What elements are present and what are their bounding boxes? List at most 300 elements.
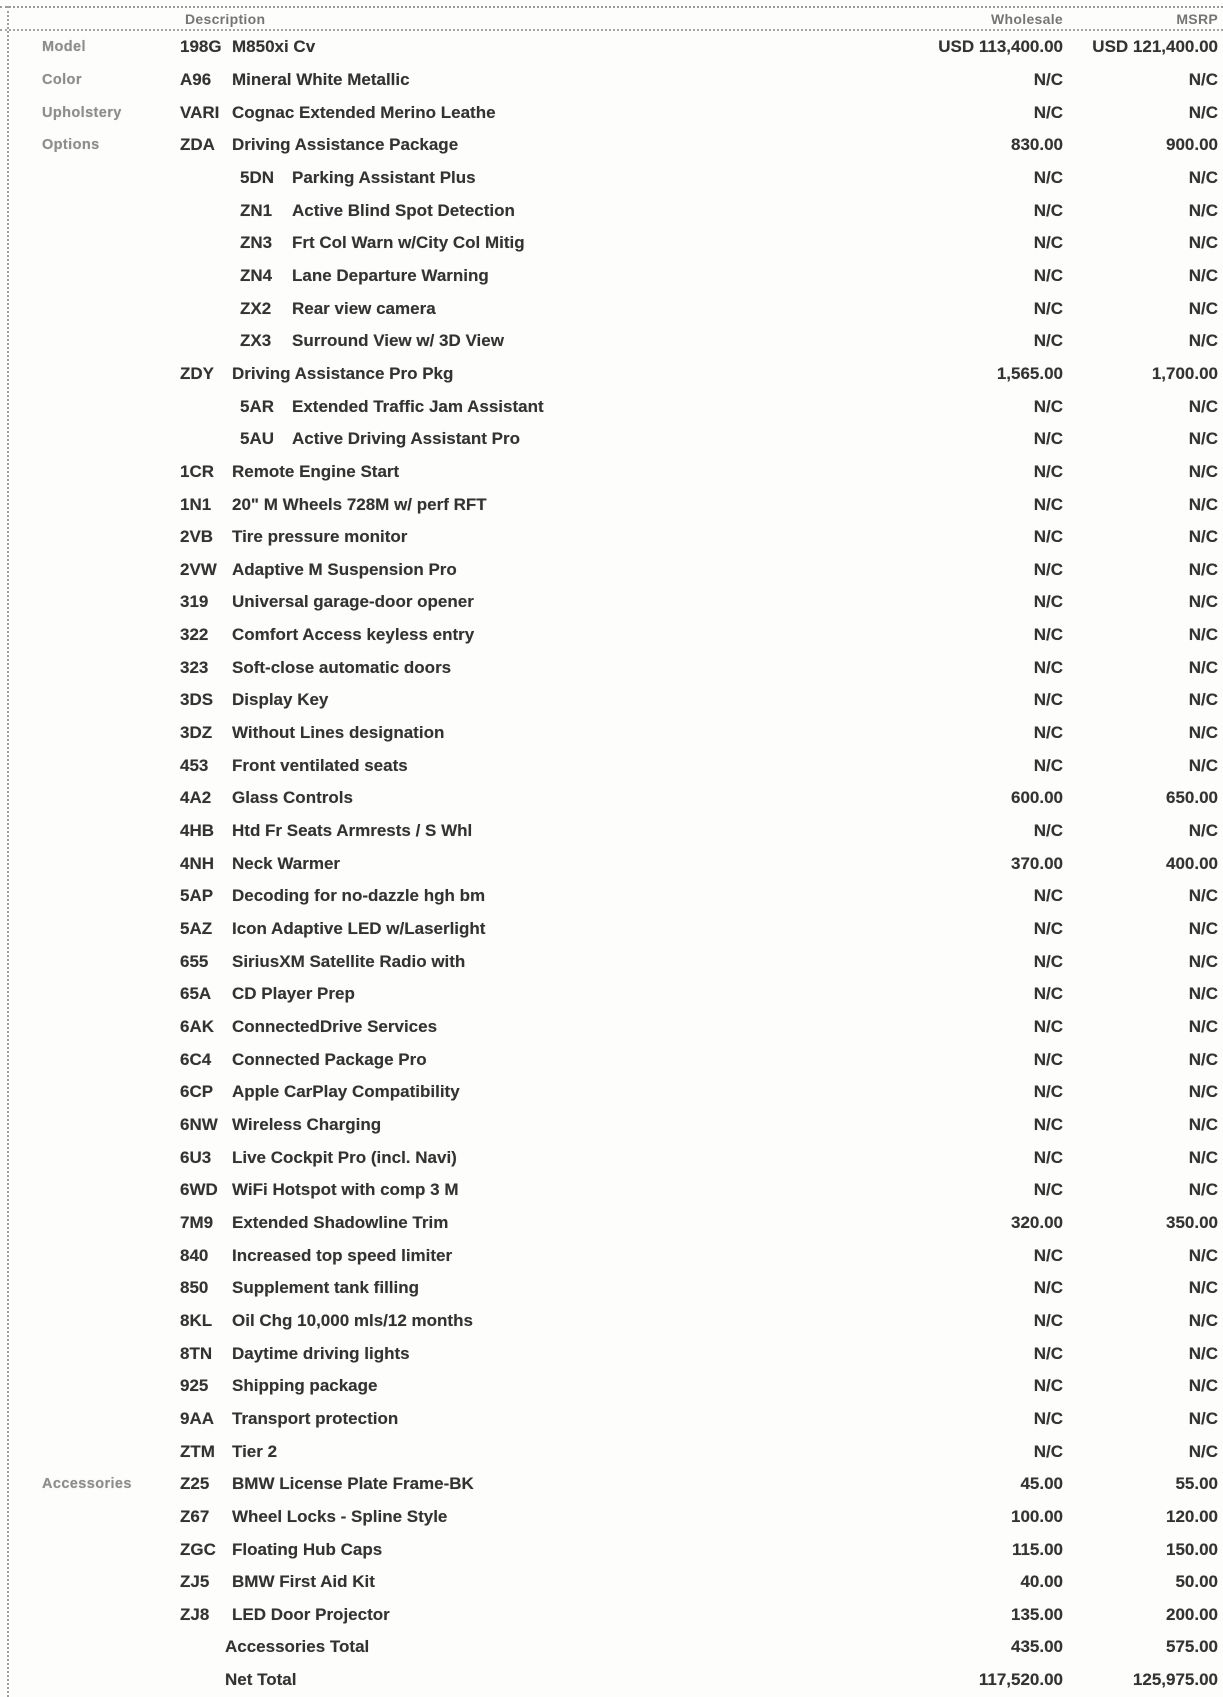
msrp-value: N/C <box>1188 559 1218 579</box>
option-code: 850 <box>180 1278 209 1298</box>
wholesale-value: 115.00 <box>1011 1539 1063 1559</box>
msrp-value: 575.00 <box>1166 1637 1218 1657</box>
row-main-cell <box>180 658 938 678</box>
row-main-cell <box>180 1572 938 1592</box>
option-code: 1N1 <box>180 494 212 514</box>
table-row <box>0 325 1223 358</box>
row-main-cell <box>180 1246 938 1266</box>
option-description: Decoding for no-dazzle hgh bm <box>232 886 486 906</box>
msrp-value: N/C <box>1188 200 1218 220</box>
wholesale-value: 100.00 <box>1011 1506 1063 1526</box>
wholesale-value: N/C <box>1033 592 1063 612</box>
wholesale-value: N/C <box>1033 233 1063 253</box>
row-main-cell <box>180 854 938 874</box>
table-row <box>0 880 1223 913</box>
section-label: Options <box>42 137 100 154</box>
option-description: Driving Assistance Package <box>232 135 459 155</box>
msrp-value: 1,700.00 <box>1151 363 1218 383</box>
table-row <box>0 1076 1223 1109</box>
option-description: Net Total <box>225 1670 297 1690</box>
row-main-cell <box>180 592 938 612</box>
row-main-cell <box>180 168 938 188</box>
wholesale-value: 1,565.00 <box>996 363 1063 383</box>
table-row <box>0 292 1223 325</box>
msrp-value: N/C <box>1188 461 1218 481</box>
row-main-cell <box>180 462 938 482</box>
option-description: Cognac Extended Merino Leathe <box>232 102 496 122</box>
msrp-value: N/C <box>1188 1408 1218 1428</box>
table-row <box>0 1043 1223 1076</box>
wholesale-value: N/C <box>1033 527 1063 547</box>
option-code: 5AU <box>240 429 275 449</box>
row-main-cell <box>180 135 938 155</box>
table-row <box>0 1435 1223 1468</box>
msrp-value: 400.00 <box>1166 853 1218 873</box>
row-main-cell <box>180 1376 938 1396</box>
wholesale-value: N/C <box>1033 298 1063 318</box>
msrp-value: N/C <box>1188 1017 1218 1037</box>
table-row <box>0 1599 1223 1632</box>
table-row <box>0 847 1223 880</box>
table-row <box>0 521 1223 554</box>
table-row <box>0 978 1223 1011</box>
option-code: ZN3 <box>240 233 273 253</box>
table-row <box>0 488 1223 521</box>
table-row <box>0 684 1223 717</box>
msrp-value: 650.00 <box>1166 788 1218 808</box>
header-description-label: Description <box>185 10 266 27</box>
option-description: Supplement tank filling <box>232 1278 420 1298</box>
msrp-value: N/C <box>1188 1082 1218 1102</box>
msrp-value: N/C <box>1188 886 1218 906</box>
wholesale-value: N/C <box>1033 1180 1063 1200</box>
option-description: BMW First Aid Kit <box>232 1572 375 1592</box>
wholesale-value: N/C <box>1033 821 1063 841</box>
option-code: 319 <box>180 592 209 612</box>
msrp-value: N/C <box>1188 102 1218 122</box>
row-main-cell <box>180 756 938 776</box>
option-code: ZN1 <box>240 200 273 220</box>
option-code: ZDA <box>180 135 215 155</box>
left-dotted-rule <box>7 6 9 1697</box>
option-description: Driving Assistance Pro Pkg <box>232 363 454 383</box>
row-main-cell <box>180 1474 938 1494</box>
msrp-value: N/C <box>1188 723 1218 743</box>
row-main-cell <box>180 788 938 808</box>
row-main-cell <box>180 1344 938 1364</box>
row-main-cell <box>180 1017 938 1037</box>
option-code: ZDY <box>180 363 214 383</box>
option-description: BMW License Plate Frame-BK <box>232 1474 474 1494</box>
table-row <box>0 1403 1223 1436</box>
row-main-cell <box>180 690 938 710</box>
row-main-cell <box>180 723 938 743</box>
msrp-value: N/C <box>1188 1441 1218 1461</box>
option-code: 925 <box>180 1376 209 1396</box>
msrp-value: N/C <box>1188 625 1218 645</box>
option-description: Rear view camera <box>292 298 436 318</box>
option-description: Oil Chg 10,000 mls/12 months <box>232 1310 473 1330</box>
option-code: 5AR <box>240 396 275 416</box>
option-code: 1CR <box>180 461 215 481</box>
row-main-cell <box>180 1605 938 1625</box>
option-description: Remote Engine Start <box>232 461 400 481</box>
msrp-value: N/C <box>1188 821 1218 841</box>
wholesale-value: N/C <box>1033 625 1063 645</box>
msrp-value: N/C <box>1188 331 1218 351</box>
msrp-value: N/C <box>1188 1180 1218 1200</box>
option-description: Adaptive M Suspension Pro <box>232 559 457 579</box>
option-description: Wireless Charging <box>232 1114 382 1134</box>
msrp-value: N/C <box>1188 265 1218 285</box>
table-row <box>0 619 1223 652</box>
table-row <box>0 1272 1223 1305</box>
wholesale-value: N/C <box>1033 331 1063 351</box>
row-main-cell <box>180 886 938 906</box>
table-row <box>0 554 1223 587</box>
table-row <box>0 782 1223 815</box>
option-code: 6AK <box>180 1017 215 1037</box>
wholesale-value: N/C <box>1033 1245 1063 1265</box>
wholesale-value: N/C <box>1033 461 1063 481</box>
row-main-cell <box>180 1050 938 1070</box>
option-code: 65A <box>180 984 212 1004</box>
option-description: CD Player Prep <box>232 984 355 1004</box>
msrp-value: N/C <box>1188 1049 1218 1069</box>
option-code: 840 <box>180 1245 209 1265</box>
msrp-value: N/C <box>1188 167 1218 187</box>
wholesale-value: N/C <box>1033 1278 1063 1298</box>
row-main-cell <box>180 331 938 351</box>
msrp-value: 125,975.00 <box>1132 1670 1218 1690</box>
row-main-cell <box>180 364 938 384</box>
section-label: Color <box>42 71 82 88</box>
table-row <box>0 913 1223 946</box>
wholesale-value: N/C <box>1033 690 1063 710</box>
msrp-value: N/C <box>1188 984 1218 1004</box>
wholesale-value: N/C <box>1033 1408 1063 1428</box>
row-main-cell <box>180 103 938 123</box>
option-code: ZX2 <box>240 298 272 318</box>
option-description: Daytime driving lights <box>232 1343 410 1363</box>
wholesale-value: 45.00 <box>1020 1474 1063 1494</box>
msrp-value: 900.00 <box>1166 135 1218 155</box>
row-main-cell <box>180 429 938 449</box>
row-main-cell <box>180 1278 938 1298</box>
option-description: Connected Package Pro <box>232 1049 427 1069</box>
wholesale-value: N/C <box>1033 984 1063 1004</box>
option-description: SiriusXM Satellite Radio with <box>232 951 466 971</box>
wholesale-value: 830.00 <box>1011 135 1063 155</box>
option-code: 198G <box>180 37 222 57</box>
wholesale-value: N/C <box>1033 1082 1063 1102</box>
wholesale-value: 370.00 <box>1011 853 1063 873</box>
wholesale-value: N/C <box>1033 102 1063 122</box>
row-main-cell <box>180 1082 938 1102</box>
table-row <box>0 64 1223 97</box>
option-code: 6C4 <box>180 1049 212 1069</box>
option-description: Active Driving Assistant Pro <box>292 429 520 449</box>
section-label: Model <box>42 39 86 56</box>
msrp-value: N/C <box>1188 690 1218 710</box>
row-main-cell <box>180 1409 938 1429</box>
option-code: 655 <box>180 951 209 971</box>
row-main-cell <box>180 299 938 319</box>
row-main-cell <box>180 625 938 645</box>
table-header-row <box>0 6 1223 31</box>
option-description: Neck Warmer <box>232 853 341 873</box>
msrp-value: N/C <box>1188 1278 1218 1298</box>
row-main-cell <box>180 70 938 90</box>
option-description: Increased top speed limiter <box>232 1245 453 1265</box>
msrp-value: N/C <box>1188 298 1218 318</box>
wholesale-value: USD 113,400.00 <box>938 37 1063 57</box>
msrp-value: N/C <box>1188 527 1218 547</box>
option-code: 322 <box>180 625 209 645</box>
option-description: Frt Col Warn w/City Col Mitig <box>292 233 525 253</box>
option-description: Parking Assistant Plus <box>292 167 476 187</box>
row-main-cell <box>180 1637 938 1657</box>
row-main-cell <box>180 1213 938 1233</box>
wholesale-value: N/C <box>1033 265 1063 285</box>
row-main-cell <box>180 201 938 221</box>
row-main-cell <box>180 919 938 939</box>
option-description: Icon Adaptive LED w/Laserlight <box>232 919 486 939</box>
option-code: Z25 <box>180 1474 210 1494</box>
row-main-cell <box>180 821 938 841</box>
msrp-value: 50.00 <box>1175 1572 1218 1592</box>
msrp-value: 120.00 <box>1166 1506 1218 1526</box>
wholesale-value: N/C <box>1033 1441 1063 1461</box>
option-description: Live Cockpit Pro (incl. Navi) <box>232 1147 457 1167</box>
option-code: 6WD <box>180 1180 218 1200</box>
header-wholesale-label: Wholesale <box>991 10 1063 27</box>
option-code: 7M9 <box>180 1212 214 1232</box>
option-description: Mineral White Metallic <box>232 69 410 89</box>
row-main-cell <box>180 1115 938 1135</box>
msrp-value: N/C <box>1188 1114 1218 1134</box>
row-main-cell <box>180 1507 938 1527</box>
msrp-value: 350.00 <box>1166 1212 1218 1232</box>
row-main-cell <box>180 952 938 972</box>
wholesale-value: N/C <box>1033 559 1063 579</box>
option-description: Without Lines designation <box>232 723 445 743</box>
option-code: 2VW <box>180 559 217 579</box>
option-code: ZX3 <box>240 331 272 351</box>
table-row <box>0 390 1223 423</box>
table-row <box>0 1174 1223 1207</box>
option-code: 8TN <box>180 1343 213 1363</box>
msrp-value: N/C <box>1188 657 1218 677</box>
option-description: Wheel Locks - Spline Style <box>232 1506 448 1526</box>
row-main-cell <box>180 1311 938 1331</box>
table-row <box>0 717 1223 750</box>
option-description: Apple CarPlay Compatibility <box>232 1082 460 1102</box>
option-code: 4A2 <box>180 788 212 808</box>
row-main-cell <box>180 233 938 253</box>
table-row <box>0 651 1223 684</box>
option-code: 3DS <box>180 690 214 710</box>
option-description: LED Door Projector <box>232 1604 390 1624</box>
msrp-value: N/C <box>1188 951 1218 971</box>
table-row <box>0 1337 1223 1370</box>
row-main-cell <box>180 984 938 1004</box>
msrp-value: N/C <box>1188 1343 1218 1363</box>
msrp-value: N/C <box>1188 494 1218 514</box>
table-row <box>0 586 1223 619</box>
msrp-value: N/C <box>1188 1245 1218 1265</box>
option-description: Tire pressure monitor <box>232 527 408 547</box>
wholesale-value: N/C <box>1033 200 1063 220</box>
option-description: Glass Controls <box>232 788 353 808</box>
wholesale-value: 135.00 <box>1011 1604 1063 1624</box>
table-row <box>0 358 1223 391</box>
msrp-value: N/C <box>1188 1376 1218 1396</box>
msrp-value: USD 121,400.00 <box>1092 37 1218 57</box>
wholesale-value: N/C <box>1033 755 1063 775</box>
option-code: ZTM <box>180 1441 215 1461</box>
table-row <box>0 1239 1223 1272</box>
section-label: Upholstery <box>42 104 122 121</box>
msrp-value: N/C <box>1188 69 1218 89</box>
option-code: 323 <box>180 657 209 677</box>
table-row <box>0 945 1223 978</box>
option-description: Floating Hub Caps <box>232 1539 383 1559</box>
option-code: 6NW <box>180 1114 218 1134</box>
msrp-value: N/C <box>1188 1310 1218 1330</box>
table-row <box>0 1207 1223 1240</box>
wholesale-value: 40.00 <box>1020 1572 1063 1592</box>
option-code: 5AP <box>180 886 214 906</box>
table-row <box>0 260 1223 293</box>
wholesale-value: N/C <box>1033 69 1063 89</box>
row-main-cell <box>180 37 938 57</box>
table-row <box>0 1468 1223 1501</box>
table-row <box>0 1370 1223 1403</box>
option-code: 5DN <box>240 167 275 187</box>
option-code: 6CP <box>180 1082 214 1102</box>
table-row <box>0 31 1223 64</box>
option-code: ZN4 <box>240 265 273 285</box>
option-code: 9AA <box>180 1408 215 1428</box>
wholesale-value: N/C <box>1033 429 1063 449</box>
option-code: ZJ8 <box>180 1604 210 1624</box>
msrp-value: N/C <box>1188 755 1218 775</box>
option-code: 8KL <box>180 1310 213 1330</box>
row-main-cell <box>180 1148 938 1168</box>
option-description: Htd Fr Seats Armrests / S Whl <box>232 821 473 841</box>
wholesale-value: N/C <box>1033 1114 1063 1134</box>
option-code: 4HB <box>180 821 215 841</box>
option-description: WiFi Hotspot with comp 3 M <box>232 1180 459 1200</box>
table-body <box>0 31 1223 1696</box>
row-main-cell <box>180 1670 938 1690</box>
row-main-cell <box>180 1442 938 1462</box>
msrp-value: N/C <box>1188 919 1218 939</box>
row-main-cell <box>180 1180 938 1200</box>
option-description: Front ventilated seats <box>232 755 408 775</box>
table-row <box>0 1141 1223 1174</box>
option-code: Z67 <box>180 1506 210 1526</box>
option-code: 4NH <box>180 853 215 873</box>
msrp-value: 200.00 <box>1166 1604 1218 1624</box>
row-main-cell <box>180 560 938 580</box>
wholesale-value: 435.00 <box>1011 1637 1063 1657</box>
wholesale-value: 600.00 <box>1011 788 1063 808</box>
option-description: Universal garage-door opener <box>232 592 474 612</box>
msrp-value: 55.00 <box>1175 1474 1218 1494</box>
row-main-cell <box>180 527 938 547</box>
msrp-value: N/C <box>1188 233 1218 253</box>
option-description: Soft-close automatic doors <box>232 657 452 677</box>
msrp-value: N/C <box>1188 1147 1218 1167</box>
table-row <box>0 749 1223 782</box>
row-main-cell <box>180 397 938 417</box>
table-row <box>0 1533 1223 1566</box>
msrp-value: N/C <box>1188 592 1218 612</box>
option-code: 6U3 <box>180 1147 212 1167</box>
wholesale-value: N/C <box>1033 919 1063 939</box>
option-description: 20" M Wheels 728M w/ perf RFT <box>232 494 487 514</box>
wholesale-value: N/C <box>1033 723 1063 743</box>
table-row <box>0 1501 1223 1534</box>
table-row <box>0 1566 1223 1599</box>
option-description: M850xi Cv <box>232 37 316 57</box>
row-main-cell <box>180 1540 938 1560</box>
option-code: ZGC <box>180 1539 216 1559</box>
row-main-cell <box>180 266 938 286</box>
wholesale-value: N/C <box>1033 1147 1063 1167</box>
option-description: Surround View w/ 3D View <box>292 331 504 351</box>
option-description: Tier 2 <box>232 1441 278 1461</box>
option-description: Shipping package <box>232 1376 378 1396</box>
msrp-value: N/C <box>1188 429 1218 449</box>
table-row <box>0 423 1223 456</box>
table-row <box>0 194 1223 227</box>
option-code: A96 <box>180 69 212 89</box>
table-row <box>0 1109 1223 1142</box>
option-description: Active Blind Spot Detection <box>292 200 515 220</box>
option-description: Accessories Total <box>225 1637 370 1657</box>
wholesale-value: N/C <box>1033 1376 1063 1396</box>
row-main-cell <box>180 495 938 515</box>
msrp-value: N/C <box>1188 396 1218 416</box>
table-row <box>0 1305 1223 1338</box>
wholesale-value: N/C <box>1033 1017 1063 1037</box>
wholesale-value: N/C <box>1033 1343 1063 1363</box>
table-row <box>0 1631 1223 1664</box>
wholesale-value: N/C <box>1033 886 1063 906</box>
option-code: 3DZ <box>180 723 213 743</box>
option-code: VARI <box>180 102 220 122</box>
wholesale-value: N/C <box>1033 1049 1063 1069</box>
wholesale-value: N/C <box>1033 396 1063 416</box>
table-row <box>0 227 1223 260</box>
option-code: 453 <box>180 755 209 775</box>
option-description: Comfort Access keyless entry <box>232 625 475 645</box>
option-description: ConnectedDrive Services <box>232 1017 438 1037</box>
option-code: 2VB <box>180 527 214 547</box>
table-row <box>0 815 1223 848</box>
option-code: 5AZ <box>180 919 213 939</box>
table-row <box>0 1011 1223 1044</box>
wholesale-value: N/C <box>1033 167 1063 187</box>
section-label: Accessories <box>42 1476 132 1493</box>
table-row <box>0 96 1223 129</box>
msrp-value: 150.00 <box>1166 1539 1218 1559</box>
option-description: Transport protection <box>232 1408 399 1428</box>
header-msrp-label: MSRP <box>1176 10 1218 27</box>
